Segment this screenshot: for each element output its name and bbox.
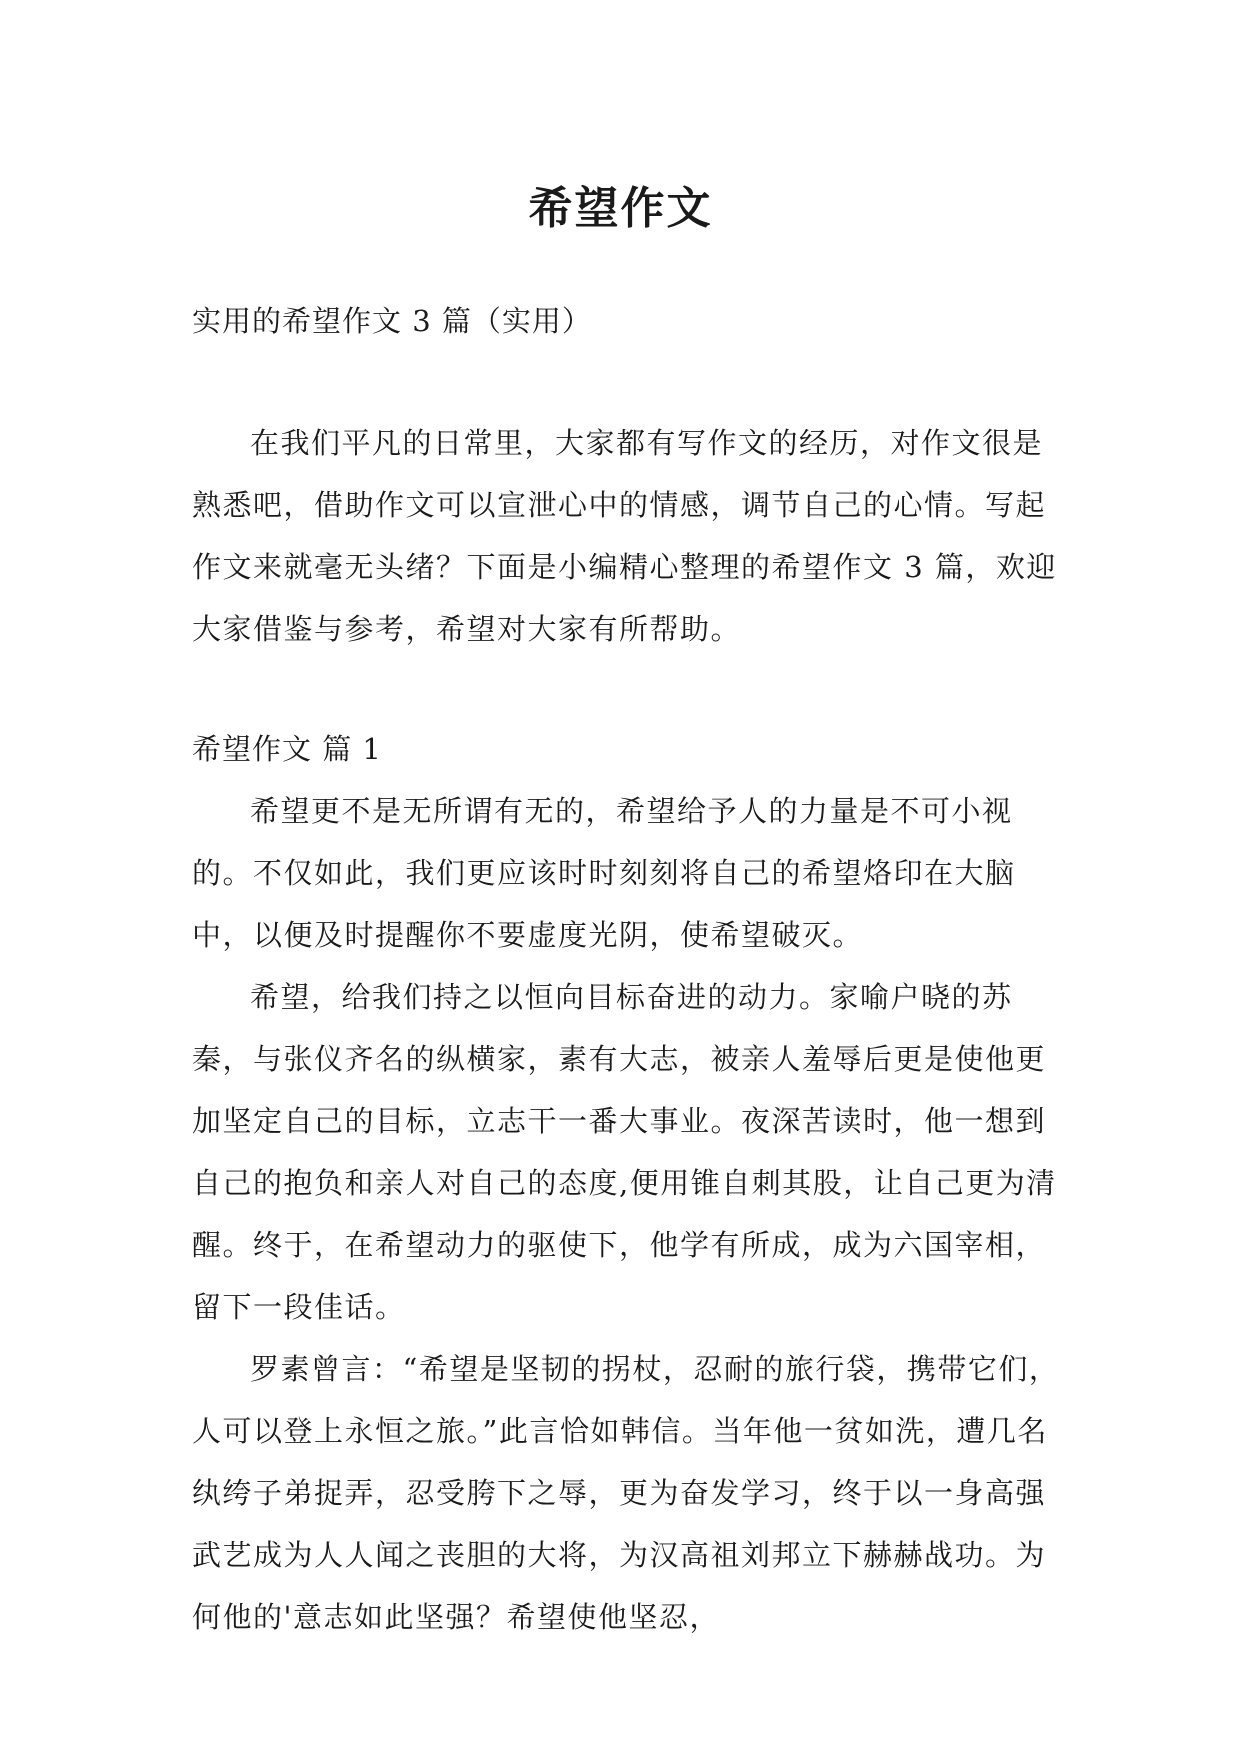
body-paragraph: 希望更不是无所谓有无的，希望给予人的力量是不可小视的。不仅如此，我们更应该时时刻刻将自己的希望烙印在大脑中，以便及时提醒你不要虚度光阴，使希望破灭。 (192, 794, 1016, 952)
document-title: 希望作文 (528, 183, 713, 235)
intro-paragraph: 在我们平凡的日常里，大家都有写作文的经历，对作文很是熟悉吧，借助作文可以宣泄心中的情感，调节自己的心情。写起作文来就毫无头绪？下面是小编精心整理的希望作文 3 篇，欢迎大家借鉴与参考，希望对大家有所帮助。 (192, 426, 1057, 646)
document-subtitle: 实用的希望作文 3 篇（实用） (192, 304, 592, 338)
document-body (192, 290, 1062, 1648)
body-paragraph: 希望，给我们持之以恒向目标奋进的动力。家喻户晓的苏秦，与张仪齐名的纵横家，素有大志，被亲人羞辱后更是使他更加坚定自己的目标，立志干一番大事业。夜深苦读时，他一想到自己的抱负和亲人对自己的态度,便用锥自刺其股，让自己更为清醒。终于，在希望动力的驱使下，他学有所成，成为六国宰相，留下一段佳话。 (192, 980, 1057, 1324)
section-heading: 希望作文 篇 1 (192, 732, 382, 766)
body-paragraph: 罗素曾言：“希望是坚韧的拐杖，忍耐的旅行袋，携带它们，人可以登上永恒之旅。”此言恰如韩信。当年他一贫如洗，遭几名纨绔子弟捉弄，忍受胯下之辱，更为奋发学习，终于以一身高强武艺成为人人闻之丧胆的大将，为汉高祖刘邦立下赫赫战功。为何他的'意志如此坚强？希望使他坚忍， (192, 1352, 1060, 1634)
